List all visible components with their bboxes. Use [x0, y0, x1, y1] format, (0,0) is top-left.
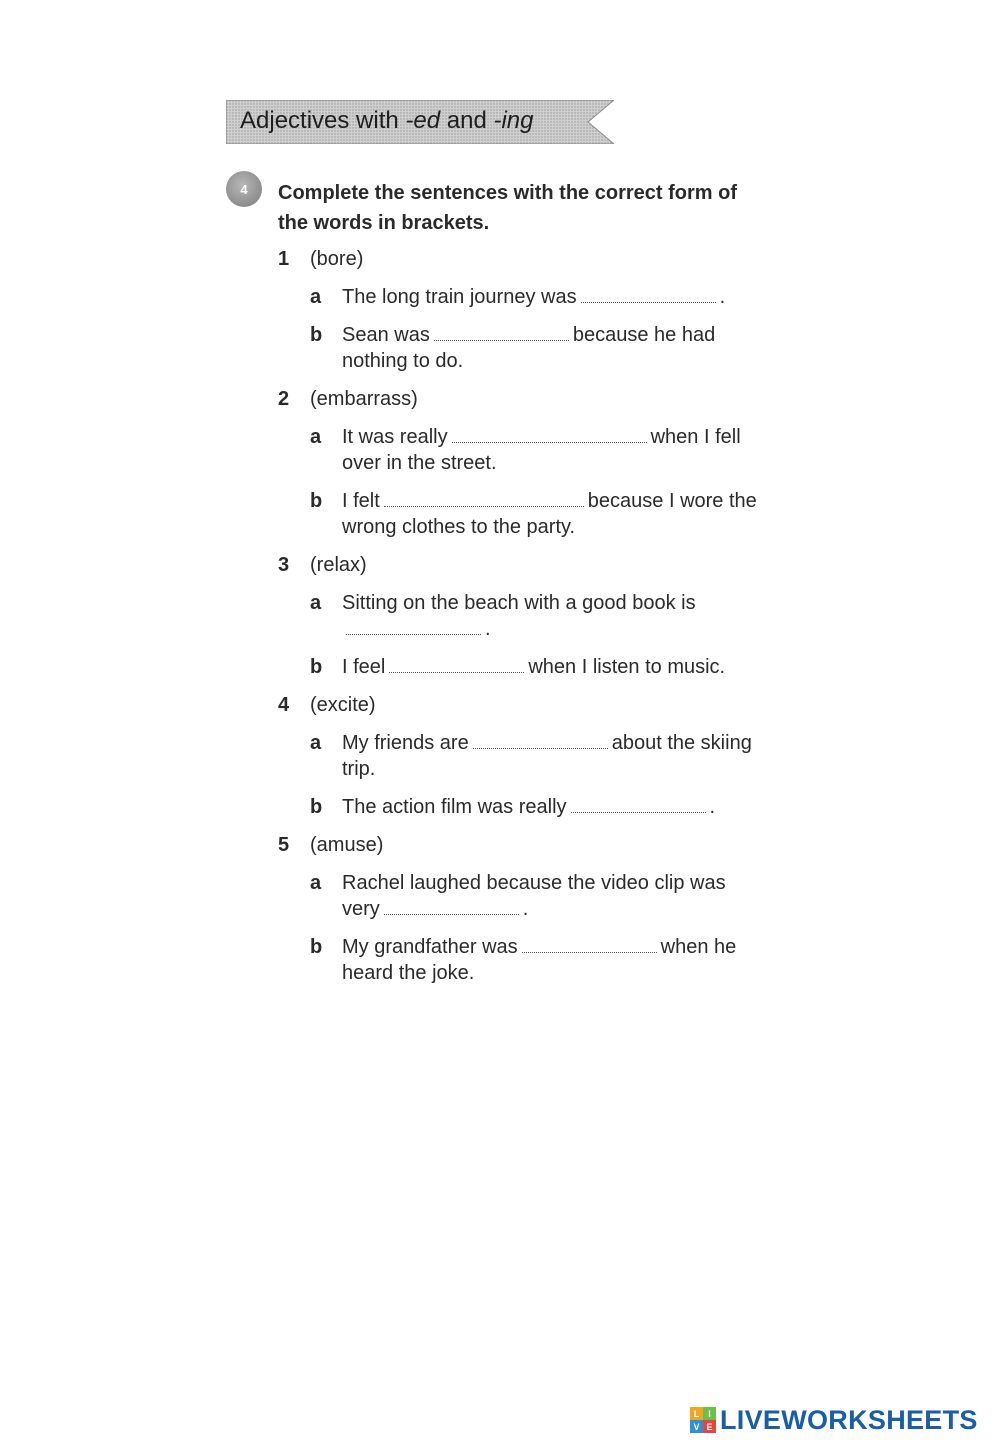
logo-letter-i: I: [703, 1407, 716, 1420]
sentence-letter: b: [310, 936, 323, 958]
sentence-2b: b I felt because I wore the wrong clothes to the party.: [310, 490, 757, 538]
sentence-letter: a: [310, 732, 322, 754]
answer-blank[interactable]: [452, 441, 647, 443]
item-word: (relax): [310, 554, 367, 576]
answer-blank[interactable]: [384, 505, 584, 507]
section-banner: [226, 100, 614, 144]
item-number: 5: [278, 834, 290, 856]
sentence-letter: a: [310, 872, 322, 894]
exercise-instruction: Complete the sentences with the correct form of the words in brackets.: [278, 182, 737, 234]
sentence-2a: a It was really when I fell over in the street.: [310, 426, 741, 474]
item-number: 2: [278, 388, 290, 410]
sentence-5b: b My grandfather was when he heard the joke.: [310, 936, 737, 984]
exercise-item-2: [278, 386, 758, 540]
answer-blank[interactable]: [581, 301, 716, 303]
sentence-letter: a: [310, 592, 322, 614]
sentence-1b: b Sean was because he had nothing to do.: [310, 324, 716, 372]
item-word: (embarrass): [310, 388, 418, 410]
answer-blank[interactable]: [384, 913, 519, 915]
exercise-item-1: [278, 246, 758, 374]
sentence-letter: a: [310, 426, 322, 448]
sentence-5a: a Rachel laughed because the video clip was very .: [310, 872, 726, 920]
item-number: 4: [278, 694, 290, 716]
logo-letter-v: V: [690, 1420, 703, 1433]
liveworksheets-logo[interactable]: [690, 1404, 978, 1436]
sentence-3b: b I feel when I listen to music.: [310, 656, 726, 678]
answer-blank[interactable]: [473, 747, 608, 749]
sentence-letter: b: [310, 796, 323, 818]
sentence-4b: b The action film was really .: [310, 796, 716, 818]
answer-blank[interactable]: [346, 633, 481, 635]
item-word: (excite): [310, 694, 376, 716]
sentence-1a: a The long train journey was .: [310, 286, 726, 308]
sentence-letter: a: [310, 286, 322, 308]
sentence-letter: b: [310, 490, 323, 512]
item-number: 1: [278, 248, 290, 270]
answer-blank[interactable]: [571, 811, 706, 813]
sentence-letter: b: [310, 324, 323, 346]
item-word: (amuse): [310, 834, 384, 856]
item-word: (bore): [310, 248, 364, 270]
answer-blank[interactable]: [522, 951, 657, 953]
exercise-number-badge: 4: [226, 171, 262, 207]
sentence-4a: a My friends are about the skiing trip.: [310, 732, 752, 780]
exercise-item-5: [278, 832, 758, 986]
sentence-letter: b: [310, 656, 323, 678]
logo-letter-e: E: [703, 1420, 716, 1433]
exercise-item-3: [278, 552, 758, 680]
answer-blank[interactable]: [389, 671, 524, 673]
exercise-item-4: [278, 692, 758, 820]
sentence-3a: a Sitting on the beach with a good book is .: [310, 592, 696, 640]
answer-blank[interactable]: [434, 339, 569, 341]
logo-text: LIVEWORKSHEETS: [720, 1404, 978, 1435]
liveworksheets-logo-icon: [690, 1407, 716, 1433]
logo-letter-l: L: [690, 1407, 703, 1420]
item-number: 3: [278, 554, 290, 576]
section-title: Adjectives with -ed and -ing: [240, 107, 534, 134]
exercise-items: [278, 246, 758, 998]
